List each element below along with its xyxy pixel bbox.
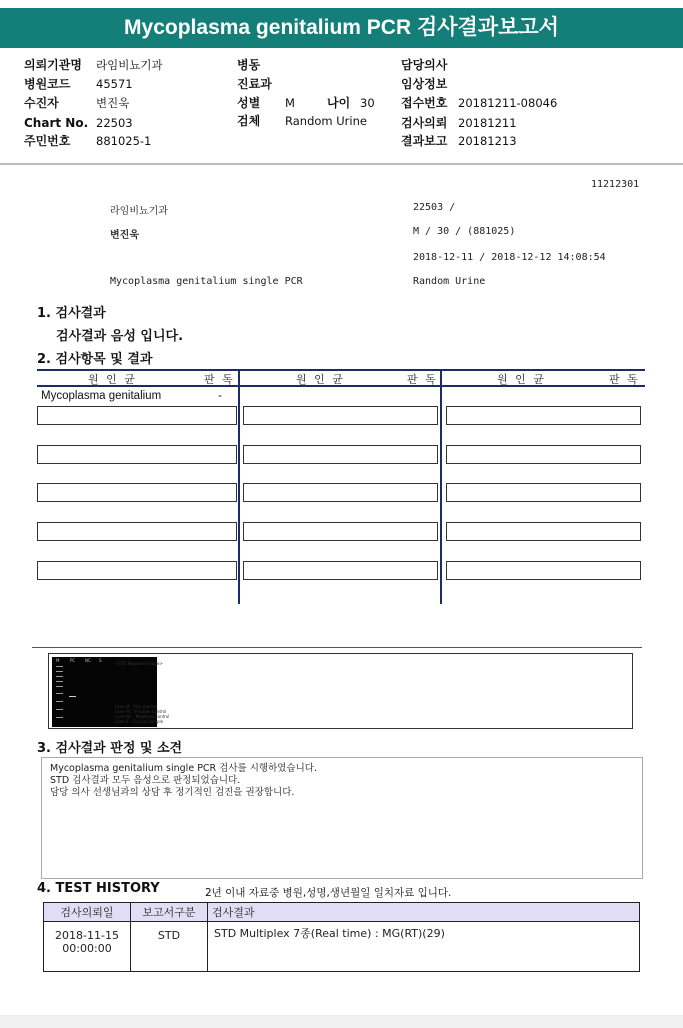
form-test-name: Mycoplasma genitalium single PCR bbox=[110, 276, 303, 287]
report-title: Mycoplasma genitalium PCR 검사결과보고서 bbox=[0, 8, 683, 48]
table-row bbox=[44, 922, 640, 972]
history-col-date: 검사의뢰일 bbox=[44, 903, 131, 922]
form-name: 변진욱 bbox=[110, 230, 139, 241]
gel-band bbox=[56, 686, 63, 687]
opinion-box bbox=[41, 757, 643, 879]
header-divider bbox=[0, 163, 683, 165]
age-value: 30 bbox=[360, 96, 375, 110]
request-date-label: 검사의뢰 bbox=[401, 116, 448, 130]
lane-label-m: M bbox=[56, 658, 60, 663]
history-header-row bbox=[44, 903, 640, 922]
hospital-code-value: 45571 bbox=[96, 77, 133, 91]
empty-result-box bbox=[243, 483, 438, 502]
header-patient bbox=[24, 94, 129, 112]
lane-label-pc: PC bbox=[70, 658, 76, 663]
lane-label-s: S bbox=[99, 658, 102, 663]
chart-no-value: 22503 bbox=[96, 116, 133, 130]
header-receipt-no bbox=[401, 94, 557, 112]
header-sex bbox=[237, 94, 295, 112]
opinion-line: STD 검사결과 모두 음성으로 판정되었습니다. bbox=[50, 775, 241, 786]
resident-no-label: 주민번호 bbox=[24, 134, 71, 148]
gel-band bbox=[56, 717, 63, 718]
form-chart: 22503 / bbox=[413, 202, 456, 213]
col-judgement-1: 판 독 bbox=[204, 373, 235, 386]
section-divider bbox=[32, 647, 642, 648]
header-resident-no bbox=[24, 132, 151, 150]
age-label: 나이 bbox=[327, 96, 351, 110]
gel-band bbox=[56, 676, 63, 677]
history-time: 00:00:00 bbox=[62, 942, 112, 955]
section3-heading: 3. 검사결과 판정 및 소견 bbox=[37, 741, 183, 756]
header-specimen bbox=[237, 112, 367, 130]
header-department bbox=[237, 75, 285, 93]
specimen-label: 검체 bbox=[237, 114, 261, 128]
gel-band bbox=[56, 681, 63, 682]
gel-legend-4: Lane S : Clinical Sample bbox=[115, 719, 164, 724]
gel-legend-1: Lane M : Size marker bbox=[115, 704, 158, 709]
history-col-result: 검사결과 bbox=[208, 903, 640, 922]
header-report-date bbox=[401, 132, 517, 150]
resident-no-value: 881025-1 bbox=[96, 134, 152, 148]
opinion-line: 담당 의사 선생님과의 상담 후 정기적인 검진을 권장합니다. bbox=[50, 787, 295, 798]
form-code: 11212301 bbox=[591, 179, 640, 190]
request-date-value: 20181211 bbox=[458, 116, 517, 130]
history-date-cell bbox=[44, 922, 131, 972]
empty-result-box bbox=[446, 522, 641, 541]
header-clinic bbox=[24, 56, 163, 74]
empty-result-box bbox=[446, 445, 641, 464]
gel-legend-3: Lane NC : Negative Control bbox=[115, 714, 170, 719]
section2-heading: 2. 검사항목 및 결과 bbox=[37, 352, 153, 367]
empty-result-box bbox=[446, 483, 641, 502]
history-date: 2018-11-15 bbox=[55, 929, 119, 942]
gel-band bbox=[56, 701, 63, 702]
empty-result-box bbox=[37, 483, 237, 502]
grid-divider-1 bbox=[238, 371, 240, 604]
col-judgement-3: 판 독 bbox=[609, 373, 640, 386]
history-note: 2년 이내 자료중 병원,성명,생년월일 일치자료 입니다. bbox=[205, 887, 452, 899]
col-organism-3: 원 인 균 bbox=[497, 373, 546, 386]
empty-result-box bbox=[243, 561, 438, 580]
sex-value: M bbox=[285, 96, 295, 110]
col-judgement-2: 판 독 bbox=[407, 373, 438, 386]
history-col-type: 보고서구분 bbox=[131, 903, 208, 922]
col-organism-1: 원 인 균 bbox=[88, 373, 137, 386]
clinical-info-label: 임상정보 bbox=[401, 77, 448, 91]
history-table bbox=[43, 902, 640, 972]
header-ward bbox=[237, 56, 285, 74]
gel-caption: <STD Negative Image> bbox=[115, 661, 163, 666]
form-dates: 2018-12-11 / 2018-12-12 14:08:54 bbox=[413, 252, 606, 263]
empty-result-box bbox=[243, 522, 438, 541]
section4-heading: 4. TEST HISTORY bbox=[37, 881, 160, 896]
row1-organism: Mycoplasma genitalium bbox=[41, 390, 162, 402]
chart-no-label: Chart No. bbox=[24, 116, 89, 130]
section1-result: 검사결과 음성 입니다. bbox=[56, 329, 184, 344]
empty-result-box bbox=[37, 445, 237, 464]
history-result: STD Multiplex 7종(Real time) : MG(RT)(29) bbox=[208, 922, 640, 972]
gel-band bbox=[56, 666, 63, 667]
form-clinic: 라임비뇨기과 bbox=[110, 206, 168, 217]
sex-label: 성별 bbox=[237, 96, 261, 110]
gel-band bbox=[69, 696, 76, 697]
gel-image-box bbox=[48, 653, 633, 729]
grid-divider-2 bbox=[440, 371, 442, 604]
clinic-label: 의뢰기관명 bbox=[24, 58, 82, 72]
header-request-date bbox=[401, 114, 517, 132]
empty-result-box bbox=[37, 522, 237, 541]
empty-result-box bbox=[37, 406, 237, 425]
form-specimen: Random Urine bbox=[413, 276, 486, 287]
form-sex-age: M / 30 / (881025) bbox=[413, 226, 516, 237]
empty-result-box bbox=[37, 561, 237, 580]
gel-band bbox=[56, 693, 63, 694]
department-label: 진료과 bbox=[237, 77, 272, 91]
ward-label: 병동 bbox=[237, 58, 261, 72]
row1-judgement: - bbox=[218, 390, 222, 402]
gel-band bbox=[56, 709, 63, 710]
empty-result-box bbox=[446, 406, 641, 425]
report-date-value: 20181213 bbox=[458, 134, 517, 148]
lane-label-nc: NC bbox=[85, 658, 91, 663]
header-chart-no bbox=[24, 114, 133, 132]
gel-band bbox=[56, 671, 63, 672]
section1-heading: 1. 검사결과 bbox=[37, 306, 106, 321]
empty-result-box bbox=[243, 406, 438, 425]
clinic-value: 라임비뇨기과 bbox=[96, 58, 163, 72]
doctor-label: 담당의사 bbox=[401, 58, 448, 72]
gel-legend-2: Lane PC : Positive Control bbox=[115, 709, 167, 714]
col-organism-2: 원 인 균 bbox=[296, 373, 345, 386]
empty-result-box bbox=[446, 561, 641, 580]
specimen-value: Random Urine bbox=[285, 114, 367, 128]
hospital-code-label: 병원코드 bbox=[24, 77, 71, 91]
history-type: STD bbox=[131, 922, 208, 972]
header-age bbox=[327, 94, 375, 112]
empty-result-box bbox=[243, 445, 438, 464]
bottom-margin bbox=[0, 1015, 683, 1028]
header-doctor bbox=[401, 56, 458, 74]
header-hospital-code bbox=[24, 75, 133, 93]
opinion-line: Mycoplasma genitalium single PCR 검사를 시행하였습니다. bbox=[50, 763, 317, 774]
report-date-label: 결과보고 bbox=[401, 134, 448, 148]
patient-label: 수진자 bbox=[24, 96, 59, 110]
patient-value: 변진욱 bbox=[96, 96, 130, 110]
receipt-no-value: 20181211-08046 bbox=[458, 96, 558, 110]
receipt-no-label: 접수번호 bbox=[401, 96, 448, 110]
header-clinical-info bbox=[401, 75, 458, 93]
